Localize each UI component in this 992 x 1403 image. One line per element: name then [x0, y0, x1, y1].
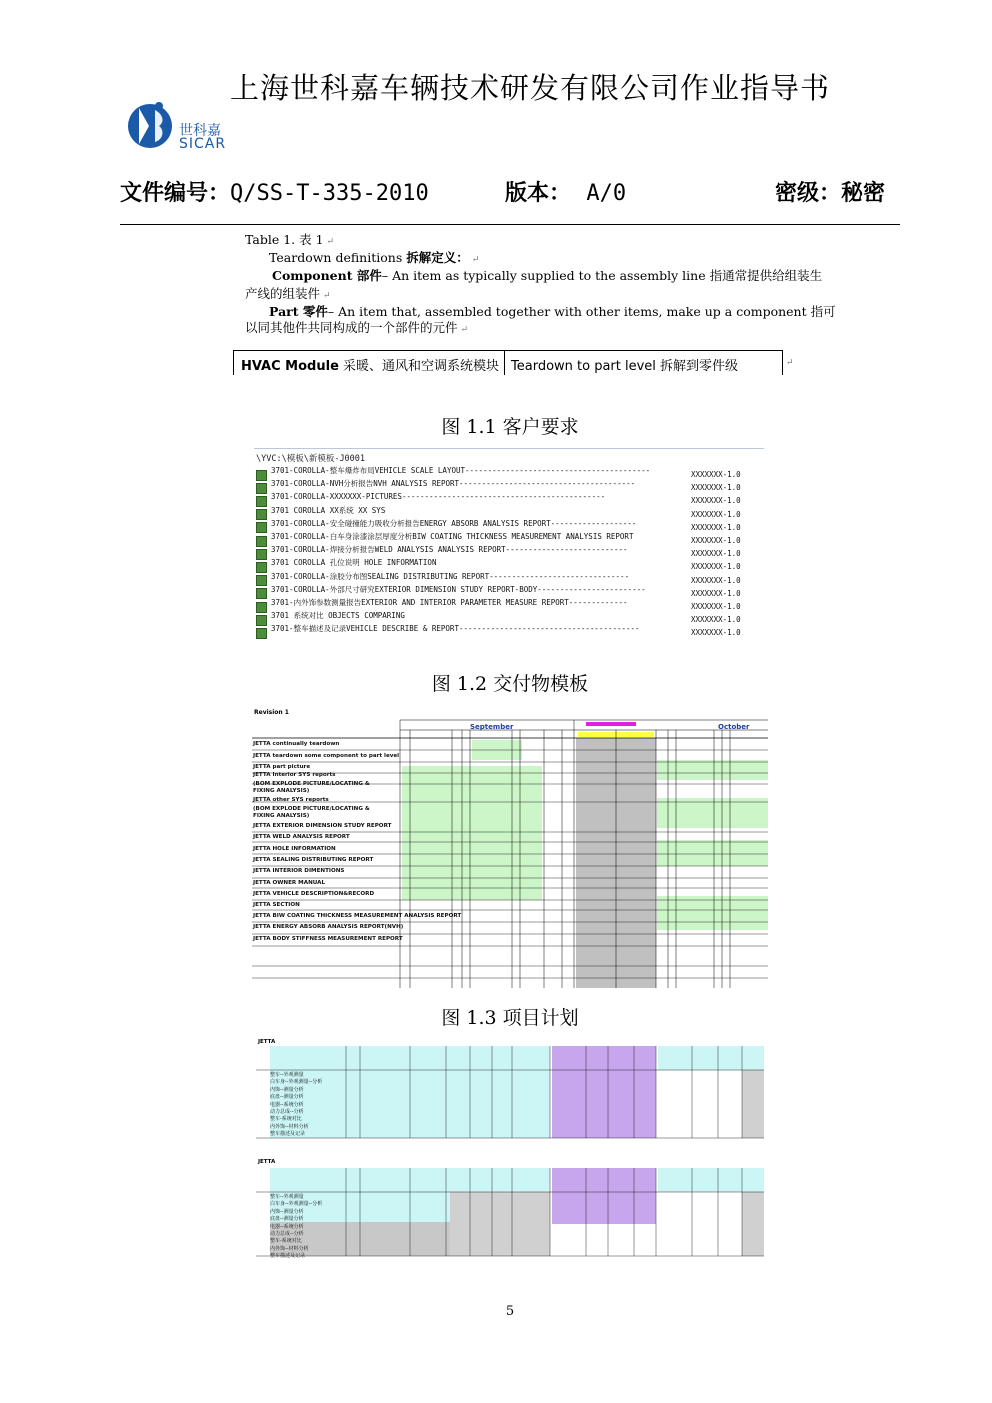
file-name: 3701-COROLLA-外部尺寸研究EXTERIOR DIMENSION STUDY REPORT-BODY------------------------ — [271, 584, 646, 594]
schedule-row-label: 内饰--测量分析 — [270, 1086, 304, 1093]
component-term: Component 部件 — [272, 268, 382, 283]
teardown-definitions: Teardown definitions 拆解定义： ↵ — [269, 250, 480, 265]
gantt-task-label: JETTA Interior SYS reports — [253, 772, 336, 778]
table-label-text: Table 1. 表 1 — [245, 232, 324, 247]
security-value: 秘密 — [841, 181, 886, 206]
hvac-right-cell: Teardown to part level 拆解到零件级 — [511, 359, 739, 374]
gantt-task-label: JETTA HOLE INFORMATION — [253, 846, 336, 852]
schedule-row-label: 整车--外观测量 — [270, 1072, 304, 1078]
file-list-item[interactable] — [256, 596, 764, 609]
schedule-row-label: 底盘--测量分析 — [270, 1216, 304, 1223]
file-name: 3701-整车描述及记录VEHICLE DESCRIBE & REPORT---------------------------------------- — [271, 624, 640, 634]
version-label: 版本： — [505, 181, 572, 206]
gantt-task-label: JETTA BIW COATING THICKNESS MEASUREMENT ANALYSIS REPORT — [253, 913, 462, 919]
project-plan-gantt — [252, 706, 768, 988]
schedule-row-label: 电器--系统分析 — [270, 1223, 304, 1230]
file-version: XXXXXXX-1.0 — [691, 522, 741, 532]
hvac-left-cell — [241, 355, 499, 374]
gantt-task-label: (BOM EXPLODE PICTURE/LOCATING & — [253, 806, 370, 812]
gantt-task-label: JETTA ENERGY ABSORB ANALYSIS REPORT(NVH) — [253, 924, 404, 930]
file-list-item[interactable] — [256, 464, 764, 477]
schedule-row-label: 整车-系统对比 — [270, 1238, 302, 1245]
gantt-task-label: JETTA SEALING DISTRIBUTING REPORT — [253, 857, 374, 863]
file-name: 3701-COROLLA-XXXXXXX-PICTURES--------------------------------------------- — [271, 492, 606, 502]
file-list-item[interactable] — [256, 543, 764, 559]
file-name: 3701-COROLLA-焊接分析报告WELD ANALYSIS ANALYSIS REPORT--------------------------- — [271, 545, 628, 555]
hvac-table-row — [233, 350, 783, 375]
excel-file-icon — [256, 628, 267, 639]
caption-fig-1-1: 图 1.1 客户要求 — [441, 416, 579, 438]
gantt-task-label: JETTA BODY STIFFNESS MEASUREMENT REPORT — [253, 936, 403, 942]
hvac-module-cn: 采暖、通风和空调系统模块 — [338, 359, 500, 374]
component-text-1: – An item as typically supplied to the assembly line 指通常提供给组装生 — [381, 268, 823, 283]
file-name: 3701-COROLLA-安全碰撞能力吸收分析报告ENERGY ABSORB ANALYSIS REPORT------------------- — [271, 518, 637, 528]
gantt-task-label: JETTA other SYS reports — [253, 797, 329, 803]
component-definition — [272, 267, 822, 285]
component-text-2: 产线的组装件 — [245, 286, 321, 301]
file-list-item[interactable] — [256, 517, 764, 530]
gantt-task-label: JETTA teardown some component to part level — [253, 753, 400, 759]
file-name: 3701-COROLLA-整车爆炸布局VEHICLE SCALE LAYOUT----------------------------------------- — [271, 466, 651, 475]
file-version: XXXXXXX-1.0 — [691, 628, 741, 638]
file-version: XXXXXXX-1.0 — [691, 575, 741, 585]
table-a-label: JETTA — [258, 1039, 276, 1045]
schedule-row-label: 内饰--测量分析 — [270, 1208, 304, 1215]
file-list-item[interactable] — [256, 504, 764, 517]
file-version: XXXXXXX-1.0 — [691, 509, 741, 519]
hvac-cell-divider — [504, 351, 505, 375]
table-b-label: JETTA — [258, 1159, 276, 1165]
gantt-task-label: JETTA part picture — [253, 764, 311, 770]
gantt-task-label: FIXING ANALYSIS) — [253, 813, 310, 819]
gantt-task-label: JETTA VEHICLE DESCRIPTION&RECORD — [253, 891, 375, 897]
schedule-table-b-grid — [256, 1160, 764, 1260]
gantt-task-label: JETTA SECTION — [253, 902, 300, 908]
schedule-row-label: 电器--系统分析 — [270, 1101, 304, 1108]
schedule-row-label: 整车-系统对比 — [270, 1116, 302, 1123]
logo-chinese-name: 世科嘉 — [179, 123, 221, 139]
file-list-item[interactable] — [256, 530, 764, 543]
component-definition-cont: 产线的组装件 ↵ — [245, 286, 331, 301]
security-label: 密级： — [775, 181, 842, 206]
gantt-task-label: JETTA EXTERIOR DIMENSION STUDY REPORT — [253, 823, 392, 829]
part-definition-cont: 以同其他件共同构成的一个部件的元件 ↵ — [245, 320, 469, 335]
schedule-table-b — [256, 1160, 764, 1260]
schedule-row-label: 动力总成--分析 — [270, 1231, 304, 1237]
document-version — [505, 176, 626, 207]
hvac-module-label: HVAC Module — [241, 359, 339, 374]
document-number-value: Q/SS-T-335-2010 — [230, 181, 429, 206]
file-version: XXXXXXX-1.0 — [691, 602, 741, 611]
table-label: Table 1. 表 1 ↵ — [245, 232, 335, 247]
part-text-2: 以同其他件共同构成的一个部件的元件 — [245, 320, 458, 335]
deliverable-template-figure — [254, 448, 764, 647]
gantt-task-label: JETTA WELD ANALYSIS REPORT — [253, 834, 350, 840]
folder-path: \YVC:\模板\新模板-J0001 — [256, 454, 366, 464]
gantt-task-label: JETTA continually teardown — [253, 741, 340, 747]
file-list-item[interactable] — [256, 556, 764, 572]
file-name: 3701-内外饰参数测量报告EXTERIOR AND INTERIOR PARAMETER MEASURE REPORT------------- — [271, 598, 628, 607]
file-name: 3701 COROLLA XX系统 XX SYS — [271, 505, 386, 515]
header-rule — [120, 224, 900, 225]
schedule-row-label: 整车--外观测量 — [270, 1194, 304, 1200]
teardown-def-cn: 拆解定义： — [406, 250, 469, 265]
gantt-task-label: JETTA OWNER MANUAL — [253, 880, 326, 886]
schedule-row-label: 底盘--测量分析 — [270, 1094, 304, 1101]
file-name: 3701 COROLLA 孔位说明 HOLE INFORMATION — [271, 558, 437, 568]
file-list-item[interactable] — [256, 490, 764, 506]
schedule-row-label: 整车描述及记录 — [270, 1253, 306, 1260]
file-list-item[interactable] — [256, 622, 764, 638]
gantt-task-label: (BOM EXPLODE PICTURE/LOCATING & — [253, 781, 370, 787]
company-title: 上海世科嘉车辆技术研发有限公司作业指导书 — [230, 71, 831, 105]
schedule-row-label: 内外饰--材料分析 — [270, 1245, 309, 1252]
gantt-task-label: FIXING ANALYSIS) — [253, 788, 310, 794]
file-list-item[interactable] — [256, 477, 764, 493]
part-term: Part 零件 — [269, 304, 328, 319]
file-version: XXXXXXX-1.0 — [691, 588, 741, 598]
version-value: A/0 — [586, 181, 627, 206]
schedule-row-label: 动力总成--分析 — [270, 1109, 304, 1115]
file-version: XXXXXXX-1.0 — [691, 615, 741, 625]
file-version: XXXXXXX-1.0 — [691, 496, 741, 506]
schedule-row-label: 整车描述及记录 — [270, 1131, 306, 1138]
schedule-row-label: 白车身--外观测量--分析 — [270, 1201, 323, 1208]
file-version: XXXXXXX-1.0 — [691, 536, 741, 545]
schedule-table-a-grid — [256, 1040, 764, 1140]
schedule-table-a — [256, 1040, 764, 1140]
gantt-revision: Revision 1 — [254, 709, 289, 716]
caption-fig-1-2: 图 1.2 交付物模板 — [431, 673, 589, 695]
file-version: XXXXXXX-1.0 — [691, 562, 741, 572]
security-level — [775, 176, 885, 207]
page-number: 5 — [505, 1304, 515, 1319]
part-text-1: – An item that, assembled together with other items, make up a component 指可 — [327, 304, 836, 319]
file-version: XXXXXXX-1.0 — [691, 483, 741, 493]
document-number-label: 文件编号： — [120, 181, 231, 206]
file-list-item[interactable] — [256, 583, 764, 596]
file-version: XXXXXXX-1.0 — [691, 470, 741, 479]
caption-fig-1-3: 图 1.3 项目计划 — [441, 1007, 579, 1029]
month-september: September — [470, 723, 514, 731]
file-name: 3701-COROLLA-白车身涂漆涂层厚度分析BIW COATING THICKNESS MEASUREMENT ANALYSIS REPORT — [271, 532, 634, 541]
document-number — [120, 176, 429, 207]
schedule-row-label: 白车身--外观测量--分析 — [270, 1079, 323, 1086]
file-name: 3701-COROLLA-NVH分析报告NVH ANALYSIS REPORT--------------------------------------- — [271, 479, 636, 489]
logo-english-name: SICAR — [179, 136, 227, 152]
file-name: 3701-COROLLA-涂胶分布图SEALING DISTRIBUTING REPORT------------------------------- — [271, 571, 630, 581]
row-return-mark: ↵ — [786, 358, 794, 368]
gantt-task-label: JETTA INTERIOR DIMENTIONS — [253, 868, 345, 874]
schedule-row-label: 内外饰--材料分析 — [270, 1123, 309, 1130]
teardown-def-en: Teardown definitions — [269, 250, 407, 265]
file-list-item[interactable] — [256, 570, 764, 583]
file-version: XXXXXXX-1.0 — [691, 549, 741, 559]
file-list-item[interactable] — [256, 609, 764, 625]
file-name: 3701 系统对比 OBJECTS COMPARING — [271, 611, 405, 621]
month-october: October — [718, 723, 750, 731]
